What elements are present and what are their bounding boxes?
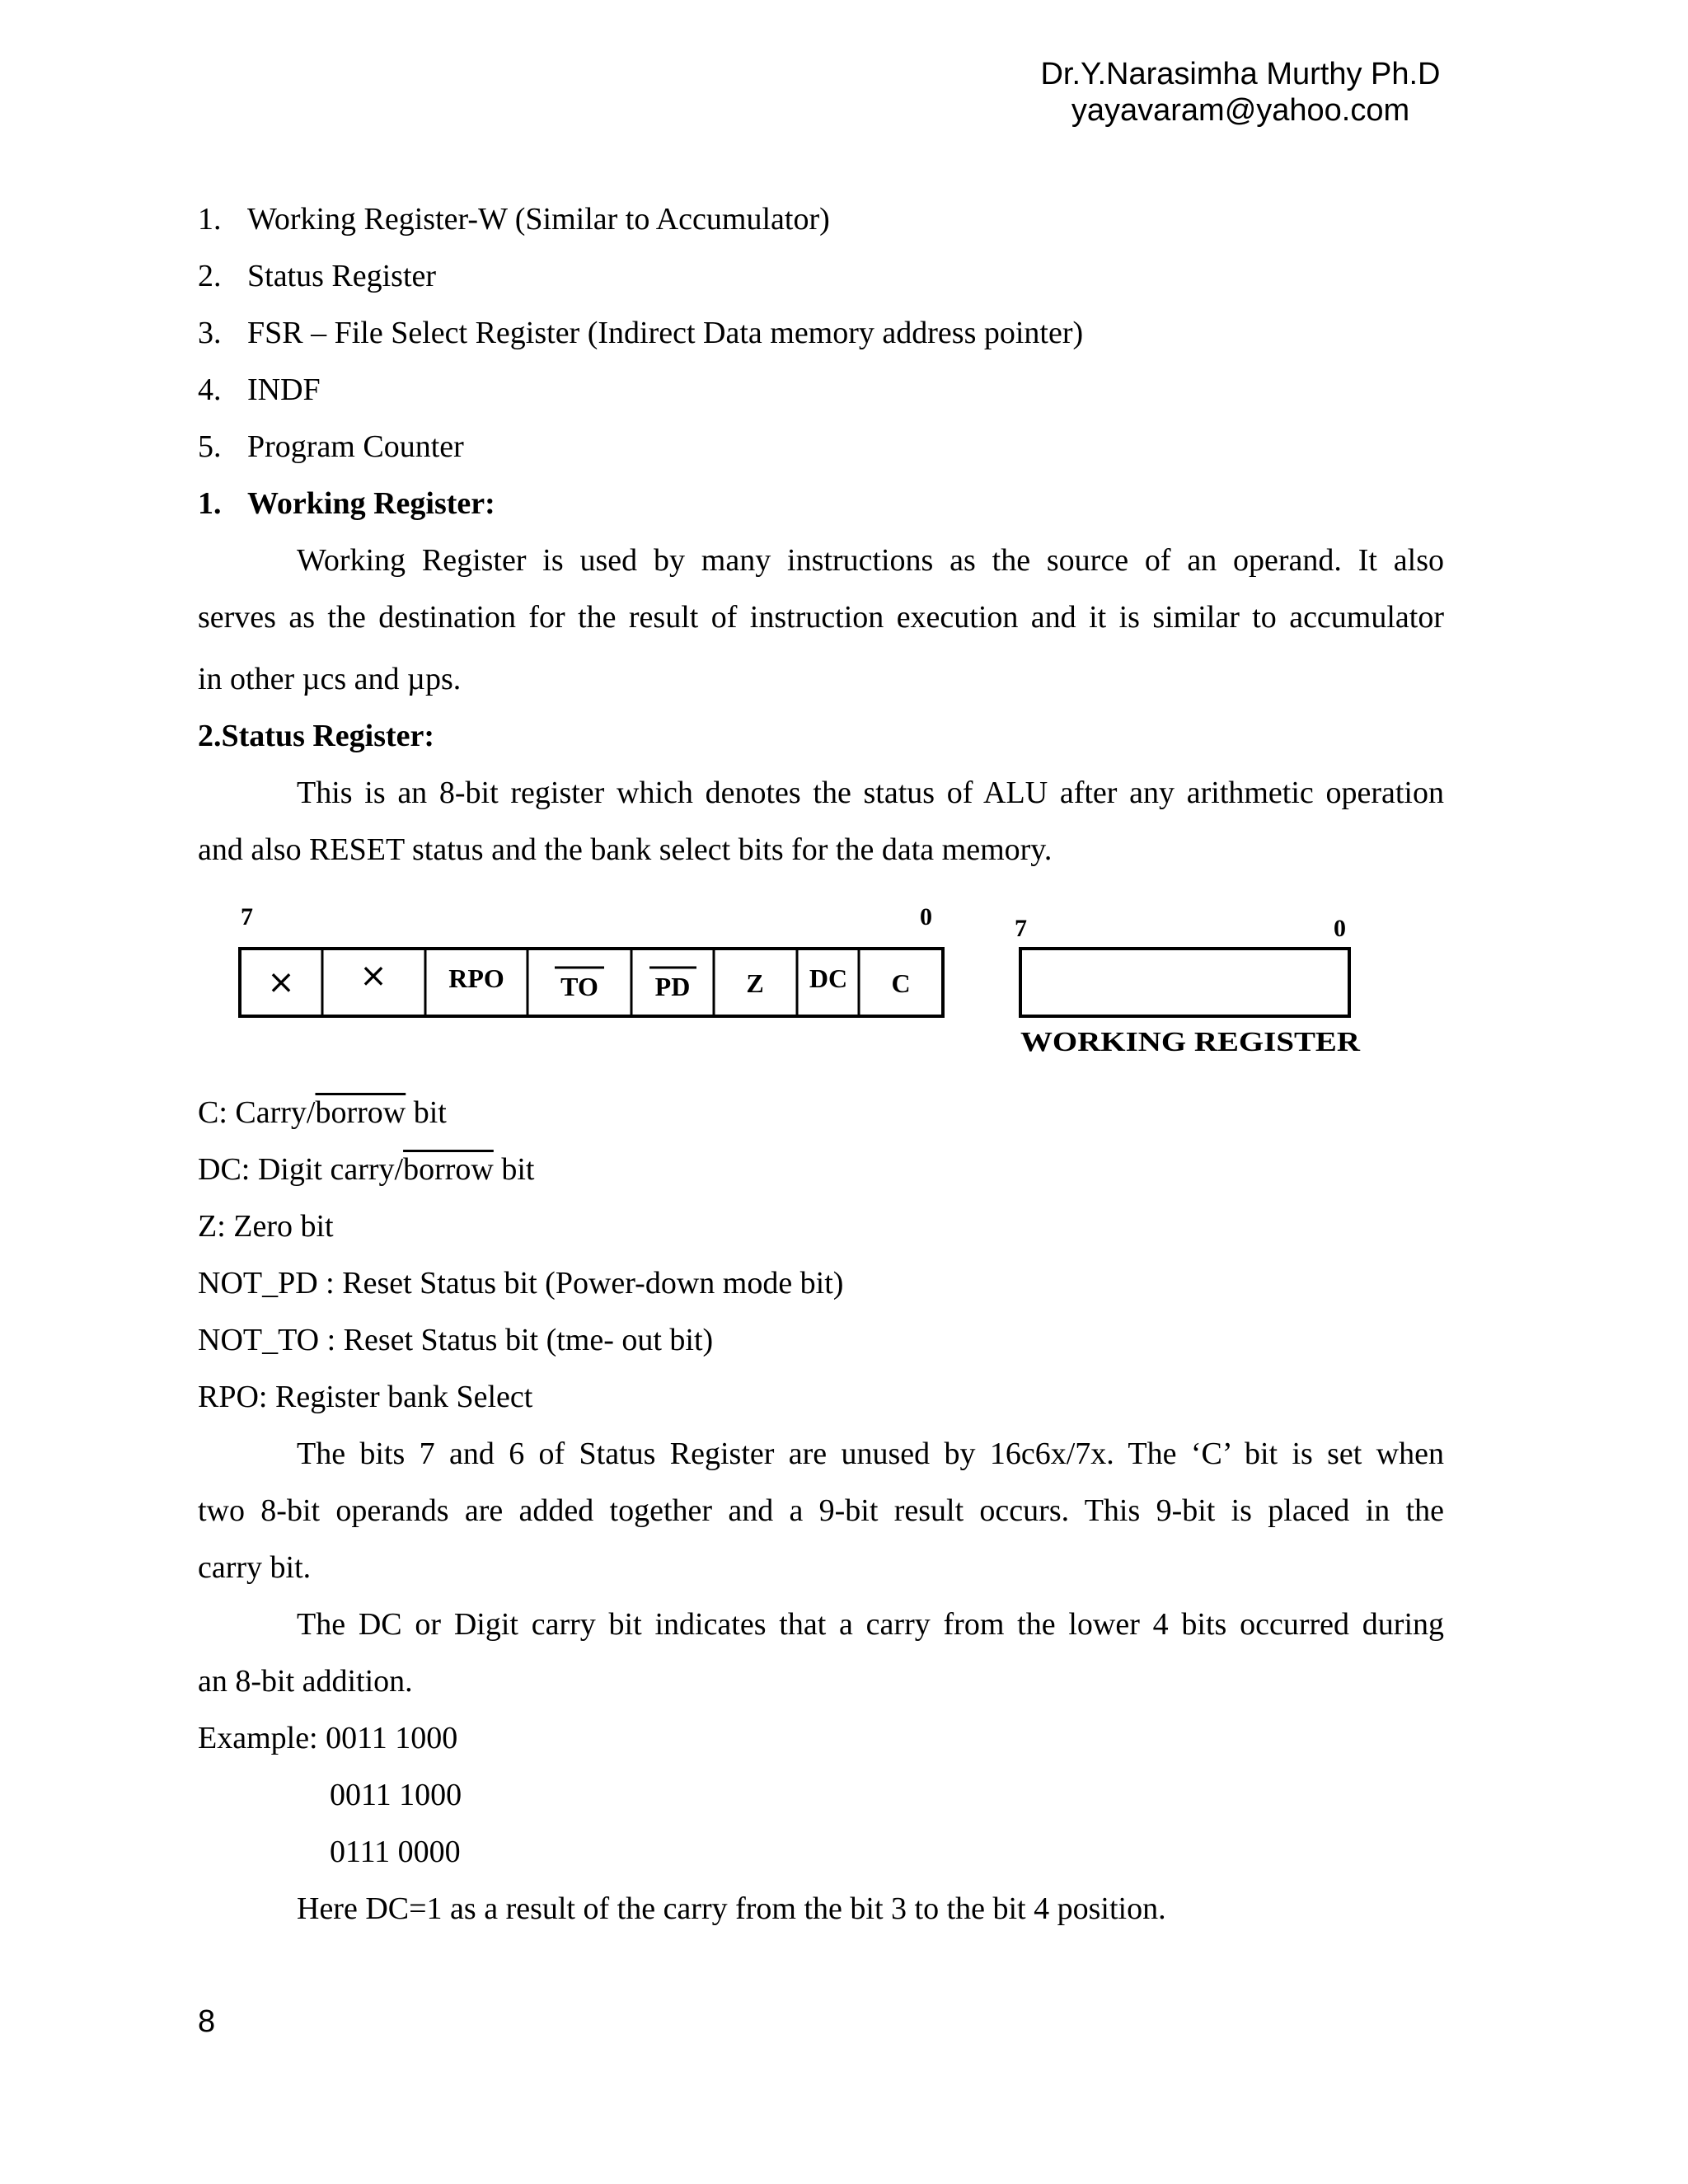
register-diagram [198,882,1444,1088]
list-item: 3. FSR – File Select Register (Indirect Data memory address pointer) [198,316,1084,350]
list-item: 1. Working Register-W (Similar to Accumulator) [198,202,830,237]
bit-dc: DC [809,963,848,993]
working-register-para-line: in other µcs and µps. [198,662,462,696]
dc-para-line: an 8-bit addition. [198,1664,413,1699]
example-result: 0111 0000 [330,1835,461,1869]
bit-description-z: Z: Zero bit [198,1209,334,1244]
register-diagram-svg [198,882,1444,1088]
author-email: yayavaram@yahoo.com [1071,93,1410,128]
bit-rpo: RPO [448,963,504,993]
working-lsb-label: 0 [1334,915,1346,942]
working-register-box [1020,949,1349,1016]
status-msb-label: 7 [241,903,253,930]
page-header [882,56,1459,129]
bits-para-line: The bits 7 and 6 of Status Register are unused by 16c6x/7x. The ‘C’ bit is set when [297,1436,1444,1471]
status-lsb-label: 0 [920,903,932,930]
bits-para-line: two 8-bit operands are added together and a 9-bit result occurs. This 9-bit is placed in the [198,1493,1444,1528]
bit-pd: PD [654,972,691,1001]
list-item: 2. Status Register [198,259,437,293]
status-register-para-line: This is an 8-bit register which denotes the status of ALU after any arithmetic operation [297,776,1444,810]
example-operand: 0011 1000 [330,1778,462,1812]
status-register-heading: 2.Status Register: [198,719,435,753]
working-register-para-line: Working Register is used by many instructions as the source of an operand. It also [297,543,1444,578]
example-note: Here DC=1 as a result of the carry from the bit 3 to the bit 4 position. [297,1891,1166,1926]
bit-description-c: C: Carry/borrow bit [198,1095,447,1130]
bit-description-rpo: RPO: Register bank Select [198,1380,533,1414]
author-name: Dr.Y.Narasimha Murthy Ph.D [1040,57,1441,91]
unused-bit-6-icon: × [359,957,387,995]
bit-description-dc: DC: Digit carry/borrow bit [198,1152,535,1187]
status-register-para-line: and also RESET status and the bank select bits for the data memory. [198,832,1053,867]
list-item: 4. INDF [198,373,321,407]
working-register-para-line: serves as the destination for the result of instruction execution and it is similar to accumulator [198,600,1444,635]
bit-description-to: NOT_TO : Reset Status bit (tme- out bit) [198,1323,714,1357]
list-item: 5. Program Counter [198,429,464,464]
page-number: 8 [198,2004,216,2039]
bit-c: C [891,968,911,998]
working-msb-label: 7 [1015,915,1027,942]
example-label: Example: 0011 1000 [198,1721,458,1755]
unused-bit-7-icon: × [267,963,295,1001]
working-register-label: WORKING REGISTER [1020,1027,1361,1057]
page-content [198,194,1444,1941]
dc-para-line: The DC or Digit carry bit indicates that a carry from the lower 4 bits occurred during [297,1607,1444,1642]
bit-description-pd: NOT_PD : Reset Status bit (Power-down mode bit) [198,1266,844,1301]
working-register-heading: 1. Working Register: [198,486,495,521]
bit-to: TO [560,972,598,1001]
bits-para-line: carry bit. [198,1550,312,1585]
bit-z: Z [746,968,764,998]
